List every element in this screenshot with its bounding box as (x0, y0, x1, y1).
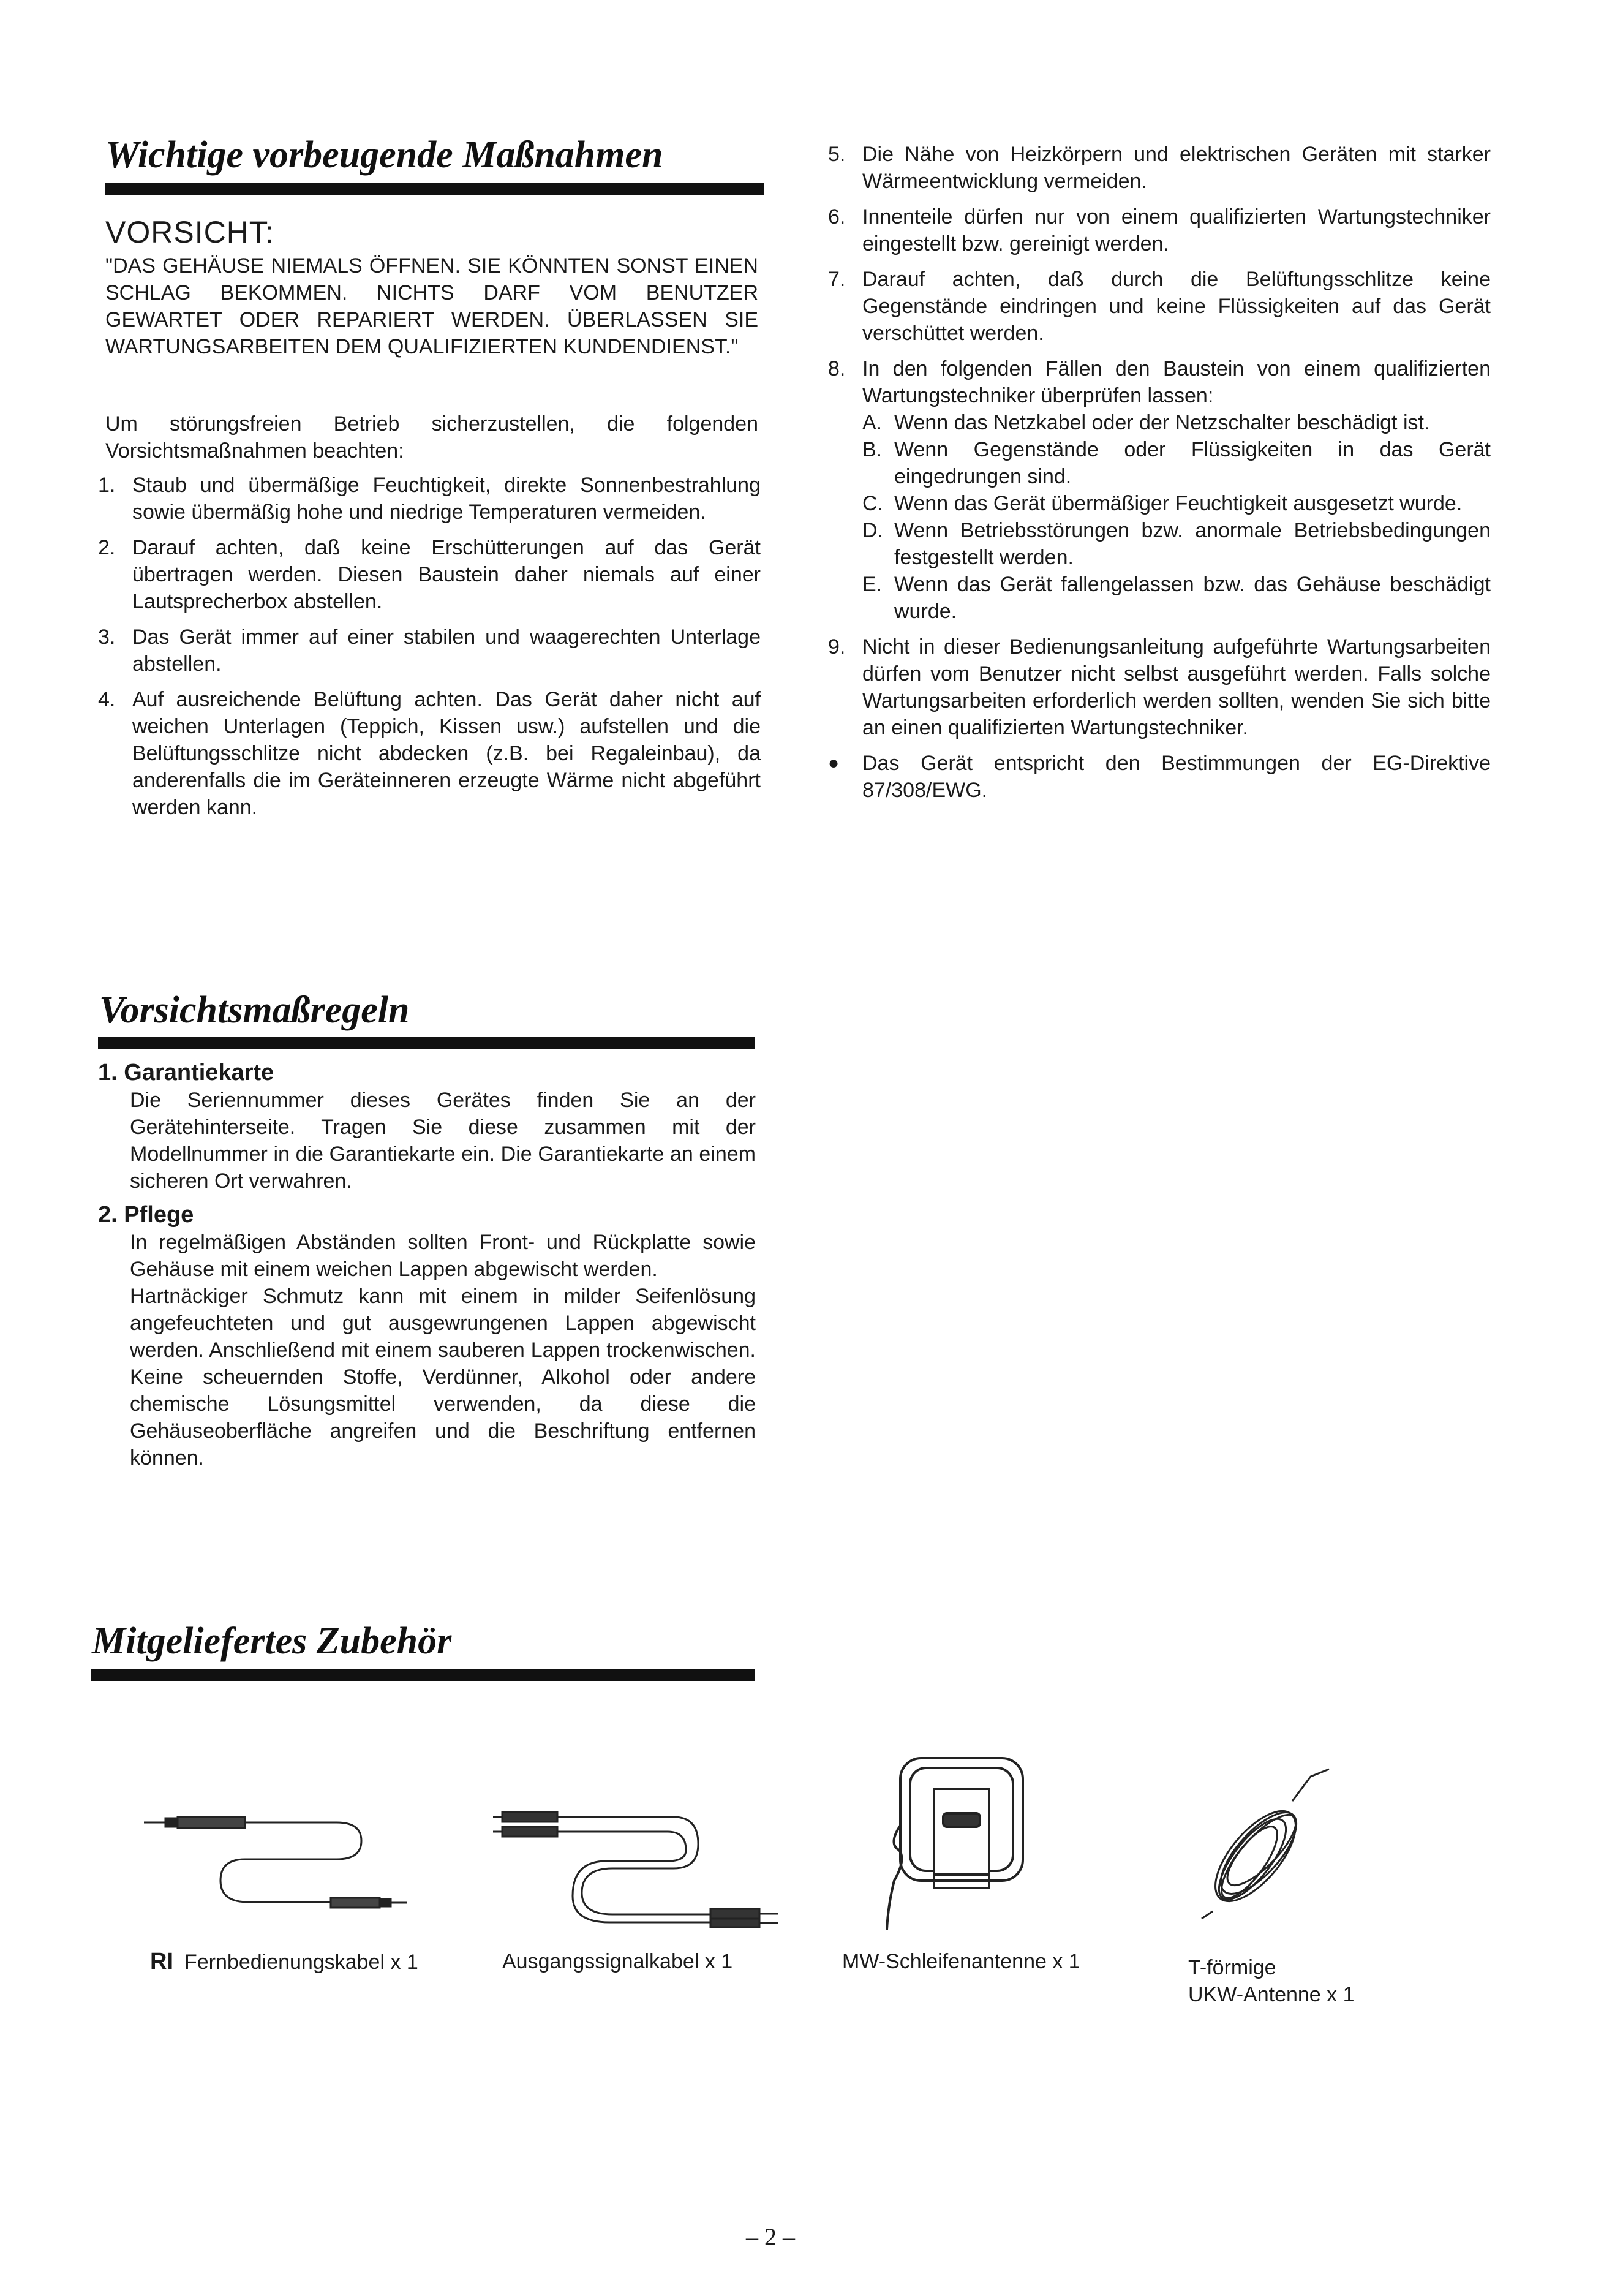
sub-item: A. Wenn das Netzkabel oder der Netzschalter beschädigt ist. (862, 411, 1430, 434)
list-item: 4. Auf ausreichende Belüftung achten. Das Gerät daher nicht auf weichen Unterlagen (Teppich, Kissen usw.) aufstellen und die Belüftungsschlitze nicht abdecken (z.B. bei Regaleinbau), da anderenfalls die im Geräteinneren erzeugte Wärme nicht abgeführt werden kann. (98, 688, 761, 819)
section-title-precautions: Wichtige vorbeugende Maßnahmen (105, 134, 663, 176)
caption-loop-antenna: MW-Schleifenantenne x 1 (842, 1950, 1080, 1973)
precautions-list-left (98, 472, 761, 829)
caution-text: "DAS GEHÄUSE NIEMALS ÖFFNEN. SIE KÖNNTEN SONST EINEN SCHLAG BEKOMMEN. NICHTS DARF VOM BENUTZER GEWARTET ODER REPARIERT WERDEN. ÜBERLASSEN SIE WARTUNGSARBEITEN DEM QUALIFIZIERTEN KUNDENDIENST." (105, 254, 758, 358)
list-item: 5. Die Nähe von Heizkörpern und elektrischen Geräten mit starker Wärmeentwicklung vermeiden. (828, 143, 1491, 193)
list-item: 9. Nicht in dieser Bedienungsanleitung aufgeführte Wartungsarbeiten dürfen vom Benutzer nicht selbst ausgeführt werden. Falls solche Wartungsarbeiten erforderlich werden sollten, wenden Sie sich bitte an einen qualifizierten Wartungstechniker. (828, 635, 1491, 739)
precautions-list-right (828, 141, 1491, 812)
care-text-1: In regelmäßigen Abständen sollten Front- und Rückplatte sowie Gehäuse mit einem weichen Lappen abgewischt werden. (130, 1231, 756, 1281)
ri-badge: RI (150, 1949, 173, 1974)
list-item-bullet: ● Das Gerät entspricht den Bestimmungen der EG-Direktive 87/308/EWG. (828, 750, 1491, 804)
sub-item: E. Wenn das Gerät fallengelassen bzw. das Gehäuse beschädigt wurde. (862, 573, 1491, 623)
list-item: 2. Darauf achten, daß keine Erschütterungen auf das Gerät übertragen werden. Diesen Baustein daher niemals auf einer Lautsprecherbox abstellen. (98, 536, 761, 613)
sub-item: D. Wenn Betriebsstörungen bzw. anormale Betriebsbedingungen festgestellt werden. (862, 519, 1491, 569)
list-item: 6. Innenteile dürfen nur von einem qualifizierten Wartungstechniker eingestellt bzw. gereinigt werden. (828, 205, 1491, 255)
signal-cable-icon (490, 1789, 784, 1930)
list-item: 3. Das Gerät immer auf einer stabilen und waagerechten Unterlage abstellen. (98, 625, 761, 676)
list-item: 7. Darauf achten, daß durch die Belüftungsschlitze keine Gegenstände eindringen und keine Flüssigkeiten auf das Gerät verschüttet werden. (828, 268, 1491, 345)
loop-antenna-icon (882, 1752, 1041, 1936)
safety-rules-list (98, 1059, 756, 1471)
warranty-text: Die Seriennummer dieses Gerätes finden Sie an der Gerätehinterseite. Tragen Sie diese zusammen mit der Modellnummer in die Garantiekarte ein. Die Garantiekarte an einem sicheren Ort verwahren. (130, 1089, 756, 1193)
remote-cable-icon (141, 1789, 410, 1924)
page-number: – 2 – (746, 2223, 795, 2251)
section-rule (105, 183, 764, 195)
caption-remote-cable: RI Fernbedienungskabel x 1 (150, 1949, 418, 1974)
caption-fm-antenna: T-förmige UKW-Antenne x 1 (1188, 1956, 1355, 2006)
section-title-accessories: Mitgeliefertes Zubehör (92, 1620, 452, 1662)
list-item: 8. In den folgenden Fällen den Baustein von einem qualifizierten Wartungstechniker überprüfen lassen: A. Wenn das Netzkabel oder der Netzschalter beschädigt ist. B. Wenn Gegenstände oder Flüssigkeiten in das Gerät eingedrungen sind. C. Wenn das Gerät übermäßiger Feuchtigkeit ausgesetzt wurde. D. Wenn Betriebsstörungen bzw. anormale Betriebsbedingungen festgestellt werden. E. Wenn das Gerät fallengelassen bzw. das Gehäuse beschädigt wurde. (828, 355, 1491, 625)
section-title-safety-rules: Vorsichtsmaßregeln (99, 989, 410, 1031)
subheading-warranty: 1. Garantiekarte (98, 1060, 274, 1086)
care-text-2: Hartnäckiger Schmutz kann mit einem in milder Seifenlösung angefeuchteten und gut ausgewrungenen Lappen abgewischt werden. Anschließend mit einem sauberen Lappen trockenwischen. Keine scheuernden Stoffe, Verdünner, Alkohol oder andere chemische Lösungsmittel verwenden, da diese die Gehäuseoberfläche angreifen und die Beschriftung entfernen können. (130, 1285, 756, 1470)
sub-item: C. Wenn das Gerät übermäßiger Feuchtigkeit ausgesetzt wurde. (862, 492, 1463, 515)
caption-signal-cable: Ausgangssignalkabel x 1 (502, 1950, 733, 1973)
intro-text: Um störungsfreien Betrieb sicherzustellen, die folgenden Vorsichtsmaßnahmen beachten: (105, 412, 758, 463)
bullet-icon: ● (828, 753, 840, 773)
list-item: 1. Staub und übermäßige Feuchtigkeit, direkte Sonnenbestrahlung sowie übermäßig hohe und niedrige Temperaturen vermeiden. (98, 474, 761, 524)
section-rule (98, 1037, 755, 1049)
section-rule (91, 1669, 755, 1681)
sub-item: B. Wenn Gegenstände oder Flüssigkeiten in das Gerät eingedrungen sind. (862, 438, 1491, 488)
fm-antenna-icon (1188, 1764, 1335, 1924)
subheading-care: 2. Pflege (98, 1202, 194, 1228)
caution-title: VORSICHT: (105, 215, 274, 249)
